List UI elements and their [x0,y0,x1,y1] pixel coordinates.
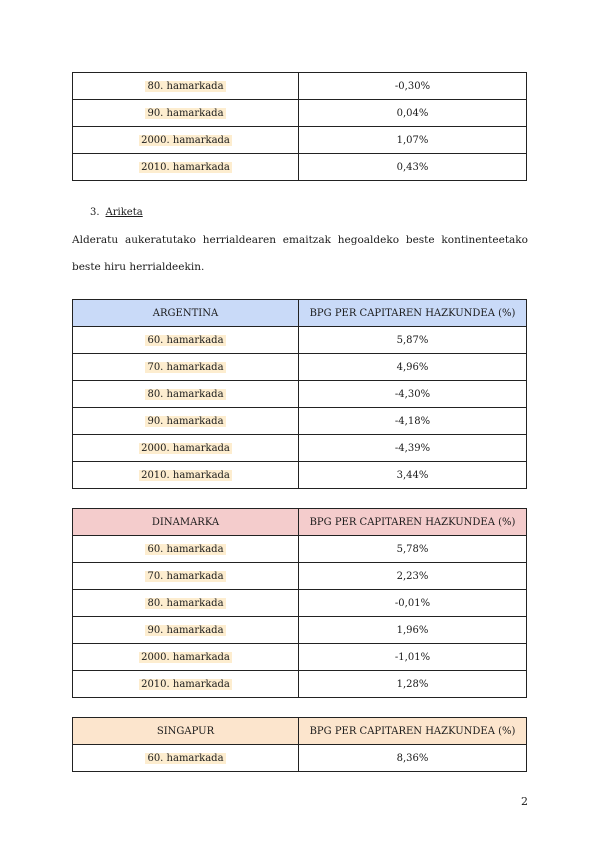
exercise-text: Alderatu aukeratutako herrialdearen emaitzak hegoaldeko beste kontinenteetako beste hiru herrialdeekin. [72,234,528,273]
period-cell: 80. hamarkada [73,381,299,408]
period-cell: 2010. hamarkada [73,462,299,489]
table-row [73,462,527,489]
table-header-row [73,509,527,536]
period-cell: 2010. hamarkada [73,671,299,698]
period-cell: 80. hamarkada [73,73,299,100]
period-cell: 2000. hamarkada [73,127,299,154]
dinamarka-table [72,508,527,698]
table-row [73,536,527,563]
value-cell: -4,18% [299,408,527,435]
table-row [73,327,527,354]
value-header: BPG PER CAPITAREN HAZKUNDEA (%) [299,718,527,745]
table-row [73,73,527,100]
period-cell: 2010. hamarkada [73,154,299,181]
period-cell: 70. hamarkada [73,354,299,381]
table-row [73,745,527,772]
period-cell: 60. hamarkada [73,536,299,563]
table-row [73,590,527,617]
continued-table [72,72,527,181]
value-cell: -0,30% [299,73,527,100]
country-header: ARGENTINA [73,300,299,327]
value-cell: 4,96% [299,354,527,381]
table-row [73,381,527,408]
table-row [73,354,527,381]
table-row [73,617,527,644]
page-number: 2 [521,795,528,808]
value-cell: 3,44% [299,462,527,489]
table-row [73,671,527,698]
exercise-title: Ariketa [105,207,143,218]
value-cell: 0,04% [299,100,527,127]
exercise-heading [90,207,143,218]
value-cell: 1,96% [299,617,527,644]
value-cell: 0,43% [299,154,527,181]
period-cell: 60. hamarkada [73,327,299,354]
period-cell: 60. hamarkada [73,745,299,772]
value-cell: -4,39% [299,435,527,462]
table-row [73,563,527,590]
value-cell: 2,23% [299,563,527,590]
value-cell: -0,01% [299,590,527,617]
singapur-table [72,717,527,772]
value-cell: 1,28% [299,671,527,698]
table-header-row [73,718,527,745]
value-header: BPG PER CAPITAREN HAZKUNDEA (%) [299,300,527,327]
table-row [73,154,527,181]
value-cell: 8,36% [299,745,527,772]
period-cell: 90. hamarkada [73,408,299,435]
period-cell: 70. hamarkada [73,563,299,590]
table-row [73,408,527,435]
country-header: SINGAPUR [73,718,299,745]
period-cell: 2000. hamarkada [73,644,299,671]
country-header: DINAMARKA [73,509,299,536]
argentina-table [72,299,527,489]
table-row [73,127,527,154]
value-cell: 5,78% [299,536,527,563]
table-row [73,435,527,462]
table-row [73,100,527,127]
period-cell: 90. hamarkada [73,100,299,127]
period-cell: 80. hamarkada [73,590,299,617]
table-header-row [73,300,527,327]
value-cell: -1,01% [299,644,527,671]
period-cell: 90. hamarkada [73,617,299,644]
table-row [73,644,527,671]
period-cell: 2000. hamarkada [73,435,299,462]
value-cell: 5,87% [299,327,527,354]
value-cell: -4,30% [299,381,527,408]
value-cell: 1,07% [299,127,527,154]
exercise-number: 3. [90,207,100,218]
value-header: BPG PER CAPITAREN HAZKUNDEA (%) [299,509,527,536]
